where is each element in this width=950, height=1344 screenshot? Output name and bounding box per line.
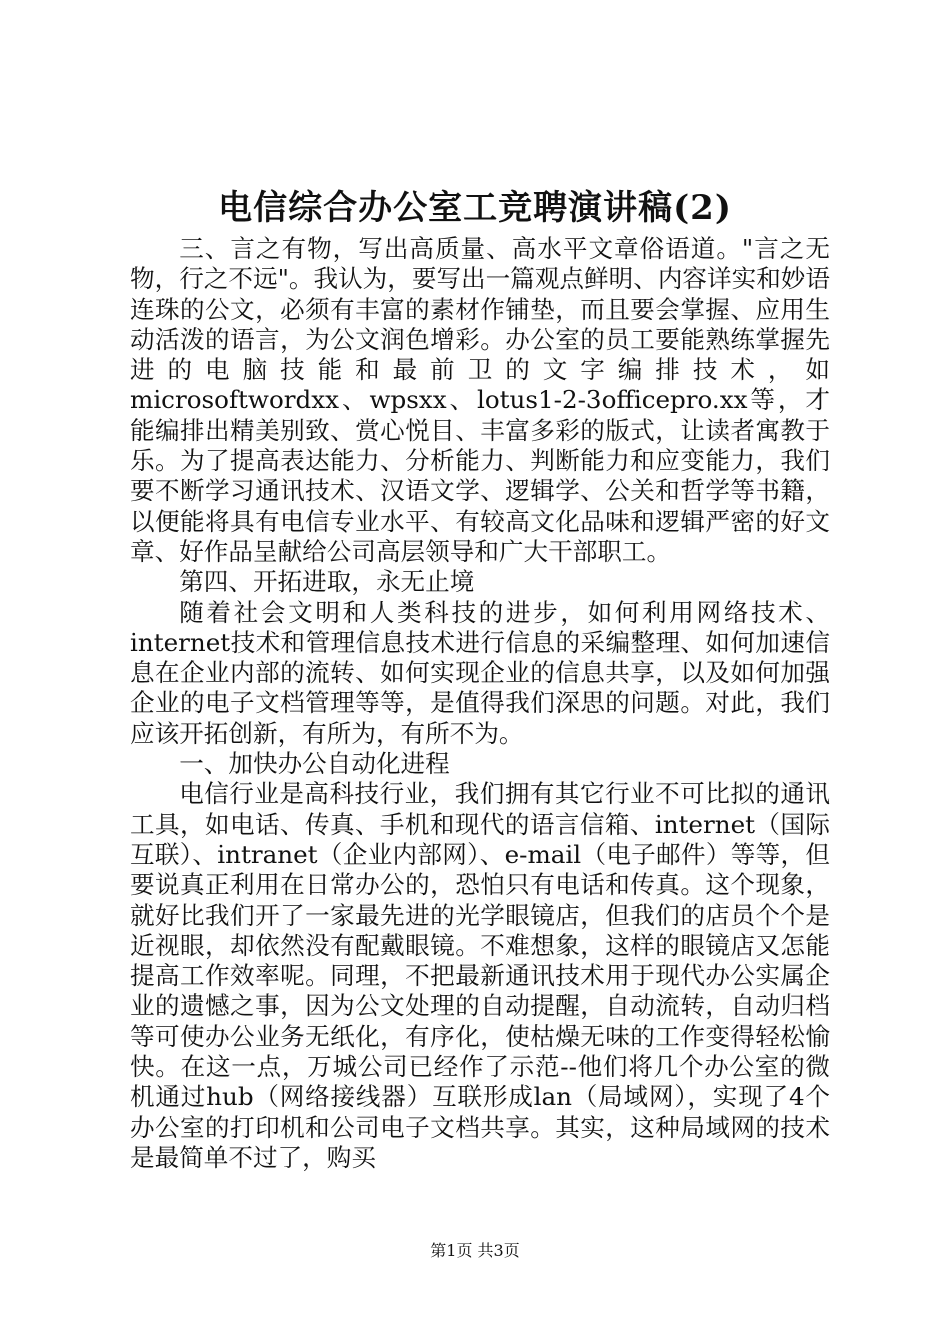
page-number-footer: 第1页 共3页 [430, 1241, 520, 1260]
document-title: 电信综合办公室工竞聘演讲稿(2) [218, 188, 732, 228]
section-heading-pioneering: 第四、开拓进取，永无止境 [179, 567, 475, 597]
paragraph-telecom-tools: 电信行业是高科技行业，我们拥有其它行业不可比拟的通讯工具，如电话、传真、手机和现代的语言信箱、internet（国际互联）、intranet（企业内部网）、e-mail（电子邮件）等等，但要说真正利用在日常办公的，恐怕只有电话和传真。这个现象，就好比我们开了一家最先进的光学眼镜店，但我们的店员个个是近视眼，却依然没有配戴眼镜。不难想象，这样的眼镜店又怎能提高工作效率呢。同理，不把最新通讯技术用于现代办公实属企业的遗憾之事，因为公文处理的自动提醒，自动流转，自动归档等可使办公业务无纸化，有序化，使枯燥无味的工作变得轻松愉快。在这一点，万城公司已经作了示范--他们将几个办公室的微机通过hub（网络接线器）互联形成lan（局域网），实现了4个办公室的打印机和公司电子文档共享。其实，这种局域网的技术是最简单不过了，购买 [130, 779, 830, 1172]
document-body [130, 234, 830, 1173]
paragraph-language-quality: 三、言之有物，写出高质量、高水平文章俗语道。"言之无物，行之不远"。我认为，要写出一篇观点鲜明、内容详实和妙语连珠的公文，必须有丰富的素材作铺垫，而且要会掌握、应用生动活泼的语言，为公文润色增彩。办公室的员工要能熟练掌握先进的电脑技能和最前卫的文字编排技术，如microsoftwordxx、wpsxx、lotus1-2-3officepro.xx等，才能编排出精美别致、赏心悦目、丰富多彩的版式，让读者寓教于乐。为了提高表达能力、分析能力、判断能力和应变能力，我们要不断学习通讯技术、汉语文学、逻辑学、公关和哲学等书籍，以便能将具有电信专业水平、有较高文化品味和逻辑严密的好文章、好作品呈献给公司高层领导和广大干部职工。 [130, 234, 830, 566]
paragraph-network-tech: 随着社会文明和人类科技的进步，如何利用网络技术、internet技术和管理信息技术进行信息的采编整理、如何加速信息在企业内部的流转、如何实现企业的信息共享，以及如何加强企业的电子文档管理等等，是值得我们深思的问题。对此，我们应该开拓创新，有所为，有所不为。 [130, 597, 830, 748]
section-heading-office-automation: 一、加快办公自动化进程 [179, 749, 450, 779]
